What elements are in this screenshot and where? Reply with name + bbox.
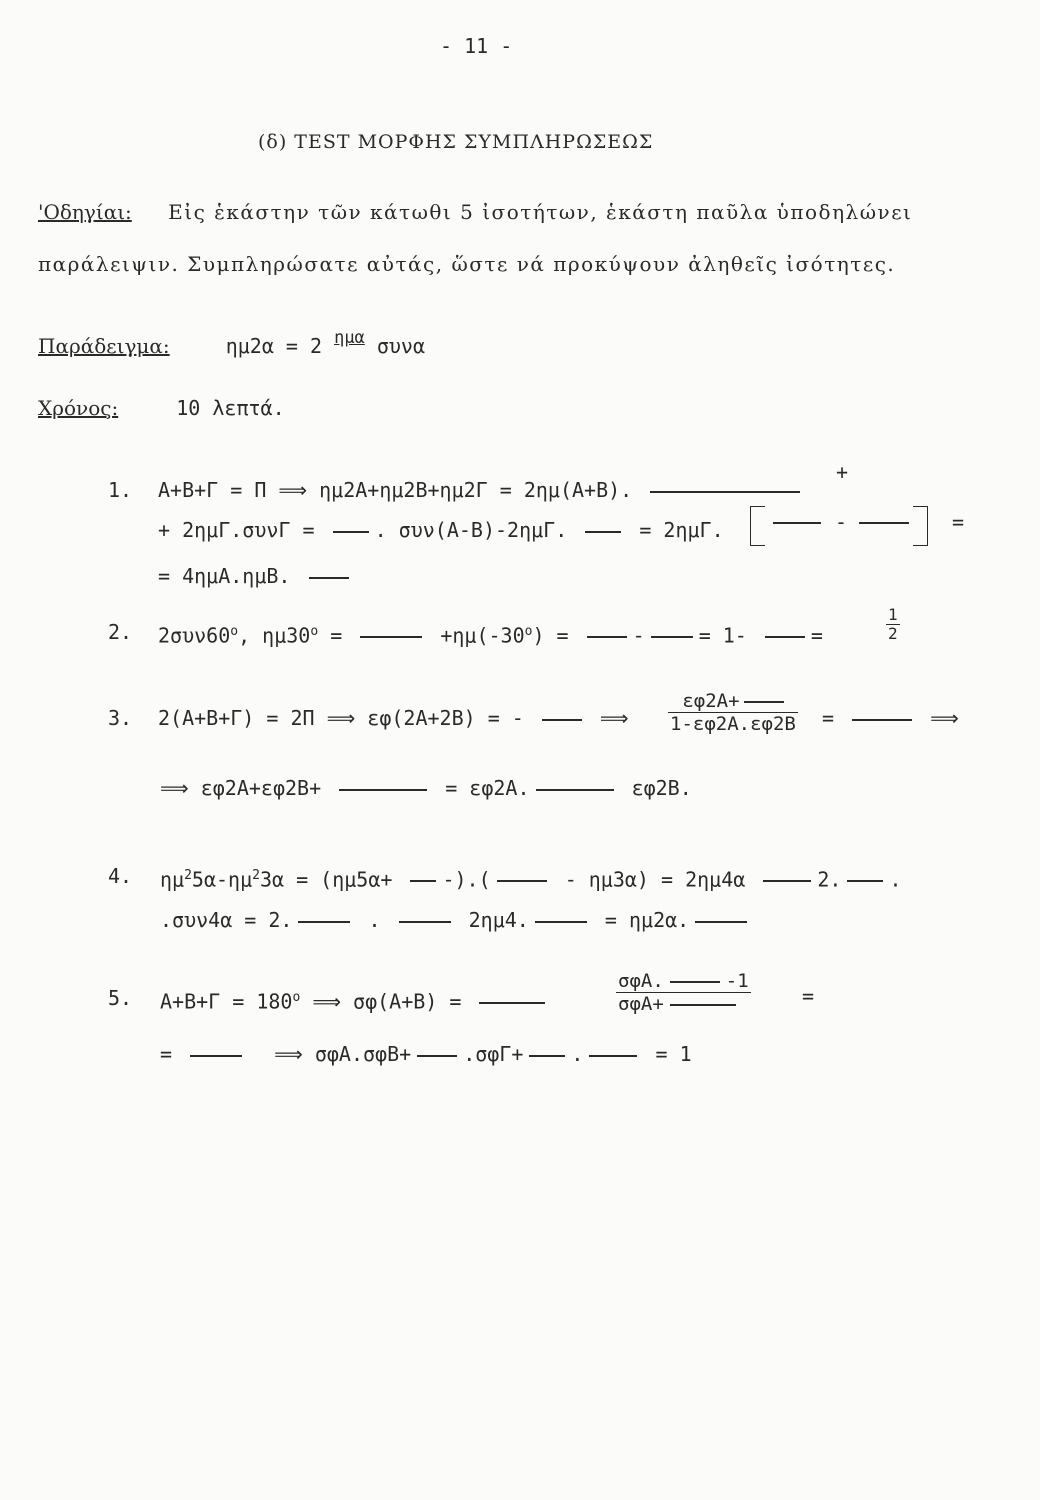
item-1-bracket [750,506,928,546]
blank [410,880,436,882]
blank [852,719,912,721]
degree-sign: o [230,624,239,639]
item-3-text-2c: εφ2Β. [631,776,692,800]
item-1-line-2 [158,518,724,542]
superscript: 2 [252,868,260,883]
item-5-equals: = [802,984,815,1008]
example-lhs: ημ2α = 2 [225,334,323,358]
blank [589,1055,637,1057]
item-1-plus: + [836,460,849,484]
item-5-frac-den-text: σφΑ+ [618,993,664,1015]
blank [529,1055,565,1057]
implies-arrow: ⟹ [930,706,959,730]
blank [497,880,547,882]
item-1-text-2a: + 2ημΓ.συνΓ = [158,518,315,542]
page-number: - 11 - [440,34,513,58]
degree-sign: o [292,990,301,1005]
fraction-numerator: 1 [888,605,898,624]
item-3-line-2 [160,776,692,800]
blank [479,1002,545,1004]
superscript: 2 [184,868,192,883]
instructions-line-2: παράλειψιν. Συμπληρώσατε αὐτάς, ὥστε νά προκύψουν ἀληθεῖς ἰσότητες. [38,252,896,276]
blank [587,636,627,638]
example-rhs: συνα [376,334,426,358]
example-fraction: ημα [334,328,365,348]
item-4-line-1 [160,864,902,892]
item-4-text-2b: . [368,908,381,932]
item-1-line-3 [158,564,355,588]
example-line [38,328,426,360]
blank [773,522,821,524]
item-5-number: 5. [108,986,133,1010]
item-2-number: 2. [108,620,133,644]
item-4-text-2c: 2ημ4. [468,908,529,932]
item-1-text-3: = 4ημΑ.ημΒ. [158,564,291,588]
item-2-text-b: , ημ30 [238,623,311,648]
item-4-number: 4. [108,864,133,888]
blank [585,531,621,533]
item-4-text-g: . [889,867,902,892]
fraction-numerator [616,970,751,993]
item-4-text-b: 5α-ημ [191,867,253,892]
item-4-text-2a: .συν4α = 2. [160,908,293,932]
degree-sign: o [310,624,319,639]
item-4-text-f: 2. [817,867,842,892]
item-3-equals: = [822,706,835,730]
blank [309,577,349,579]
item-5-text-b: ⟹ σφ(Α+Β) = [312,989,462,1014]
item-5-text-2e: = 1 [655,1042,692,1066]
item-2-text-a: 2συν60 [158,623,231,648]
item-4-line-2 [160,908,753,932]
blank [744,701,784,703]
item-3-text-a: 2(Α+Β+Γ) = 2Π ⟹ εφ(2Α+2Β) = - [158,706,524,730]
instructions-text-1: Εἰς ἑκάστην τῶν κάτωθι 5 ἰσοτήτων, ἑκάστη παῦλα ὑποδηλώνει [168,200,913,224]
item-2-text-c: = [318,623,343,648]
blank [360,636,422,638]
item-4-text-c: 3α = (ημ5α+ [259,867,393,892]
item-1-text-1: Α+Β+Γ = Π ⟹ ημ2Α+ημ2Β+ημ2Γ = 2ημ(Α+Β). [158,478,633,502]
implies-arrow: ⟹ [599,706,629,730]
item-2-text-d: +ημ(-30 [440,623,525,648]
item-5-text-a: Α+Β+Γ = 180 [160,989,293,1014]
item-5-line-2 [160,1042,692,1066]
blank [190,1055,242,1057]
blank [670,981,720,983]
time-value: 10 λεπτά. [176,396,285,420]
fraction-denominator [616,993,751,1015]
blank [859,522,909,524]
blank [695,921,747,923]
item-1-equals: = [952,510,965,534]
item-4-text-e: - ημ3α) = 2ημ4α [564,867,746,892]
item-5-fraction [616,970,751,1015]
example-label: Παράδειγμα: [38,334,170,358]
item-3-fraction [668,690,798,735]
blank [535,921,587,923]
time-label: Χρόνος: [38,396,119,420]
instructions-label: 'Οδηγίαι: [38,200,132,224]
item-4-text-d: -).( [442,867,491,892]
instructions-line-1 [38,200,912,224]
item-5-frac-num-a: σφΑ. [618,970,664,992]
blank [847,880,883,882]
item-2-text-f: - [632,623,645,648]
item-5-text-2b: ⟹ σφΑ.σφΒ+ [274,1042,412,1066]
blank [765,636,805,638]
blank [399,921,451,923]
time-line [38,396,285,420]
blank [536,789,614,791]
item-1-line-1 [158,478,806,502]
fraction-denominator: 2 [888,624,898,643]
blank [298,921,350,923]
item-4-text-2d: = ημ2α. [604,908,690,932]
item-1-number: 1. [108,478,133,502]
item-1-text-2b: . συν(Α-Β)-2ημΓ. [374,518,568,542]
item-1-text-2c: = 2ημΓ. [639,518,724,542]
item-5-text-2d: . [571,1042,584,1066]
blank [417,1055,457,1057]
blank [670,1004,736,1006]
item-3-text-2b: = εφ2Α. [445,776,530,800]
item-3-number: 3. [108,706,133,730]
item-3-tail [822,706,959,730]
blank [763,880,811,882]
item-2-fraction [886,606,900,643]
degree-sign: o [524,624,533,639]
item-4-text-a: ημ [160,867,185,892]
item-3-frac-num-text: εφ2Α+ [682,690,740,712]
fraction-numerator [668,690,798,713]
blank [333,531,369,533]
item-5-text-2a: = [160,1042,173,1066]
item-2-text-g: = 1- [698,623,747,648]
blank [542,719,582,721]
blank [651,636,693,638]
item-2-text-e: ) = [532,623,569,648]
item-3-line-1 [158,706,629,730]
item-2-line [158,620,823,648]
blank [650,491,800,493]
item-2-text-h: = [810,623,823,648]
item-5-frac-num-b: -1 [725,970,749,992]
item-5-text-2c: .σφΓ+ [463,1042,524,1066]
blank [339,789,427,791]
item-5-line-1 [160,986,551,1014]
page-title: (δ) TEST ΜΟΡΦΗΣ ΣΥΜΠΛΗΡΩΣΕΩΣ [258,131,654,153]
fraction-denominator: 1-εφ2Α.εφ2Β [670,713,796,735]
item-3-text-2a: ⟹ εφ2Α+εφ2Β+ [160,776,322,800]
item-1-minus: - [835,510,848,534]
